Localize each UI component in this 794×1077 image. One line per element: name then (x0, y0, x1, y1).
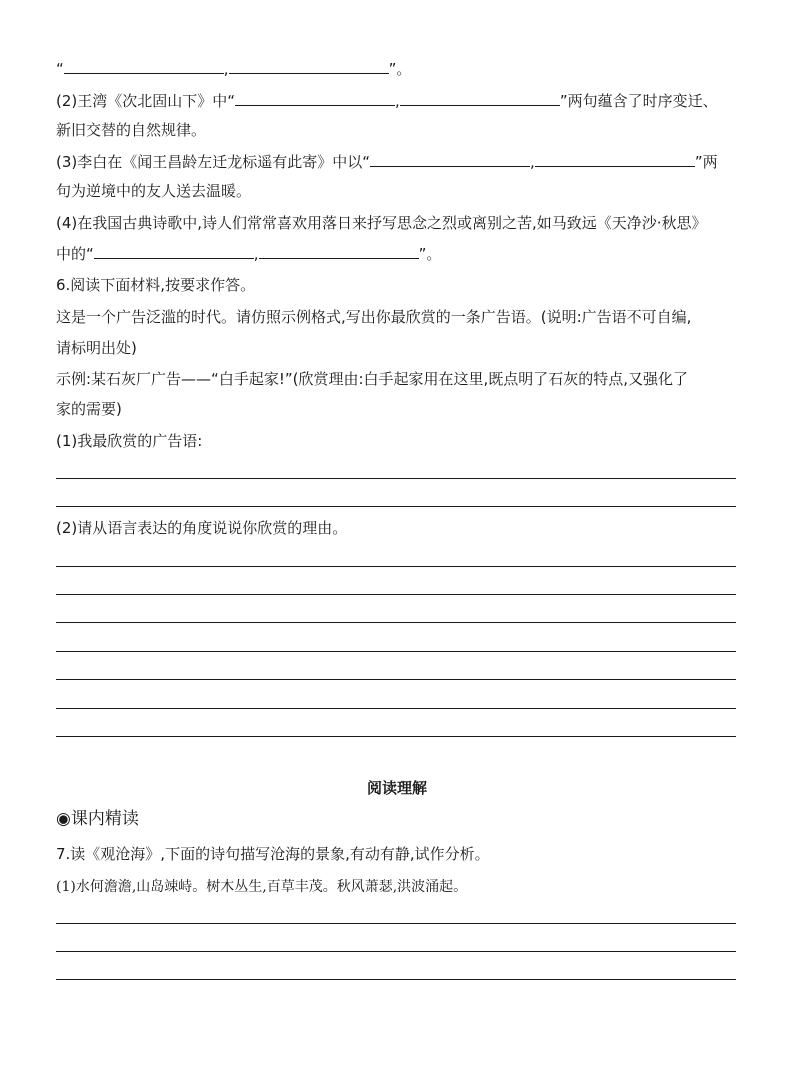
q7-heading: 7.读《观沧海》,下面的诗句描写沧海的景象,有动有静,试作分析。 (56, 845, 490, 863)
q6-example-line2: 家的需要) (56, 400, 122, 418)
section-title: 阅读理解 (366, 779, 427, 797)
answer-line[interactable] (56, 566, 736, 567)
q5-part3-line: (3)李白在《闻王昌龄左迁龙标遥有此寄》中以“ , ”两 (56, 153, 718, 171)
q6-material-line2: 请标明出处) (56, 339, 137, 357)
q5-part3-line2: 句为逆境中的友人送去温暖。 (56, 182, 252, 200)
answer-line[interactable] (56, 679, 736, 680)
q6-material-line1: 这是一个广告泛滥的时代。请仿照示例格式,写出你最欣赏的一条广告语。(说明:广告语不可自编, (56, 308, 692, 326)
answer-line[interactable] (56, 651, 736, 652)
answer-line[interactable] (56, 951, 736, 952)
q5-part1-line: “ , ”。 (56, 60, 412, 78)
q6-sub1-prompt: (1)我最欣赏的广告语: (56, 432, 203, 450)
q5-part2-line: (2)王湾《次北固山下》中“ , ”两句蕴含了时序变迁、 (56, 92, 718, 110)
answer-line[interactable] (56, 923, 736, 924)
answer-blank[interactable] (235, 90, 395, 106)
q6-example-line1: 示例:某石灰厂广告——“白手起家!”(欣赏理由:白手起家用在这里,既点明了石灰的特点,又强化了 (56, 370, 689, 388)
q5-part2-line2: 新旧交替的自然规律。 (56, 121, 207, 139)
answer-line[interactable] (56, 594, 736, 595)
q6-heading: 6.阅读下面材料,按要求作答。 (56, 276, 256, 294)
answer-blank[interactable] (400, 90, 560, 106)
answer-blank[interactable] (259, 243, 419, 259)
subsection-heading: ◉课内精读 (56, 809, 139, 829)
q5-part4-line2: 中的“ , ”。 (56, 245, 442, 263)
answer-blank[interactable] (229, 58, 389, 74)
answer-blank[interactable] (535, 151, 695, 167)
answer-line[interactable] (56, 506, 736, 507)
q5-part4-line1: (4)在我国古典诗歌中,诗人们常常喜欢用落日来抒写思念之烈或离别之苦,如马致远《天净沙·秋思》 (56, 214, 707, 232)
answer-blank[interactable] (94, 243, 254, 259)
q7-sub1-poem: (1)水何澹澹,山岛竦峙。树木丛生,百草丰茂。秋风萧瑟,洪波涌起。 (56, 879, 468, 895)
answer-line[interactable] (56, 622, 736, 623)
answer-line[interactable] (56, 708, 736, 709)
answer-blank[interactable] (370, 151, 530, 167)
answer-line[interactable] (56, 736, 736, 737)
q6-sub2-prompt: (2)请从语言表达的角度说说你欣赏的理由。 (56, 519, 348, 537)
answer-line[interactable] (56, 478, 736, 479)
answer-line[interactable] (56, 979, 736, 980)
answer-blank[interactable] (64, 58, 224, 74)
